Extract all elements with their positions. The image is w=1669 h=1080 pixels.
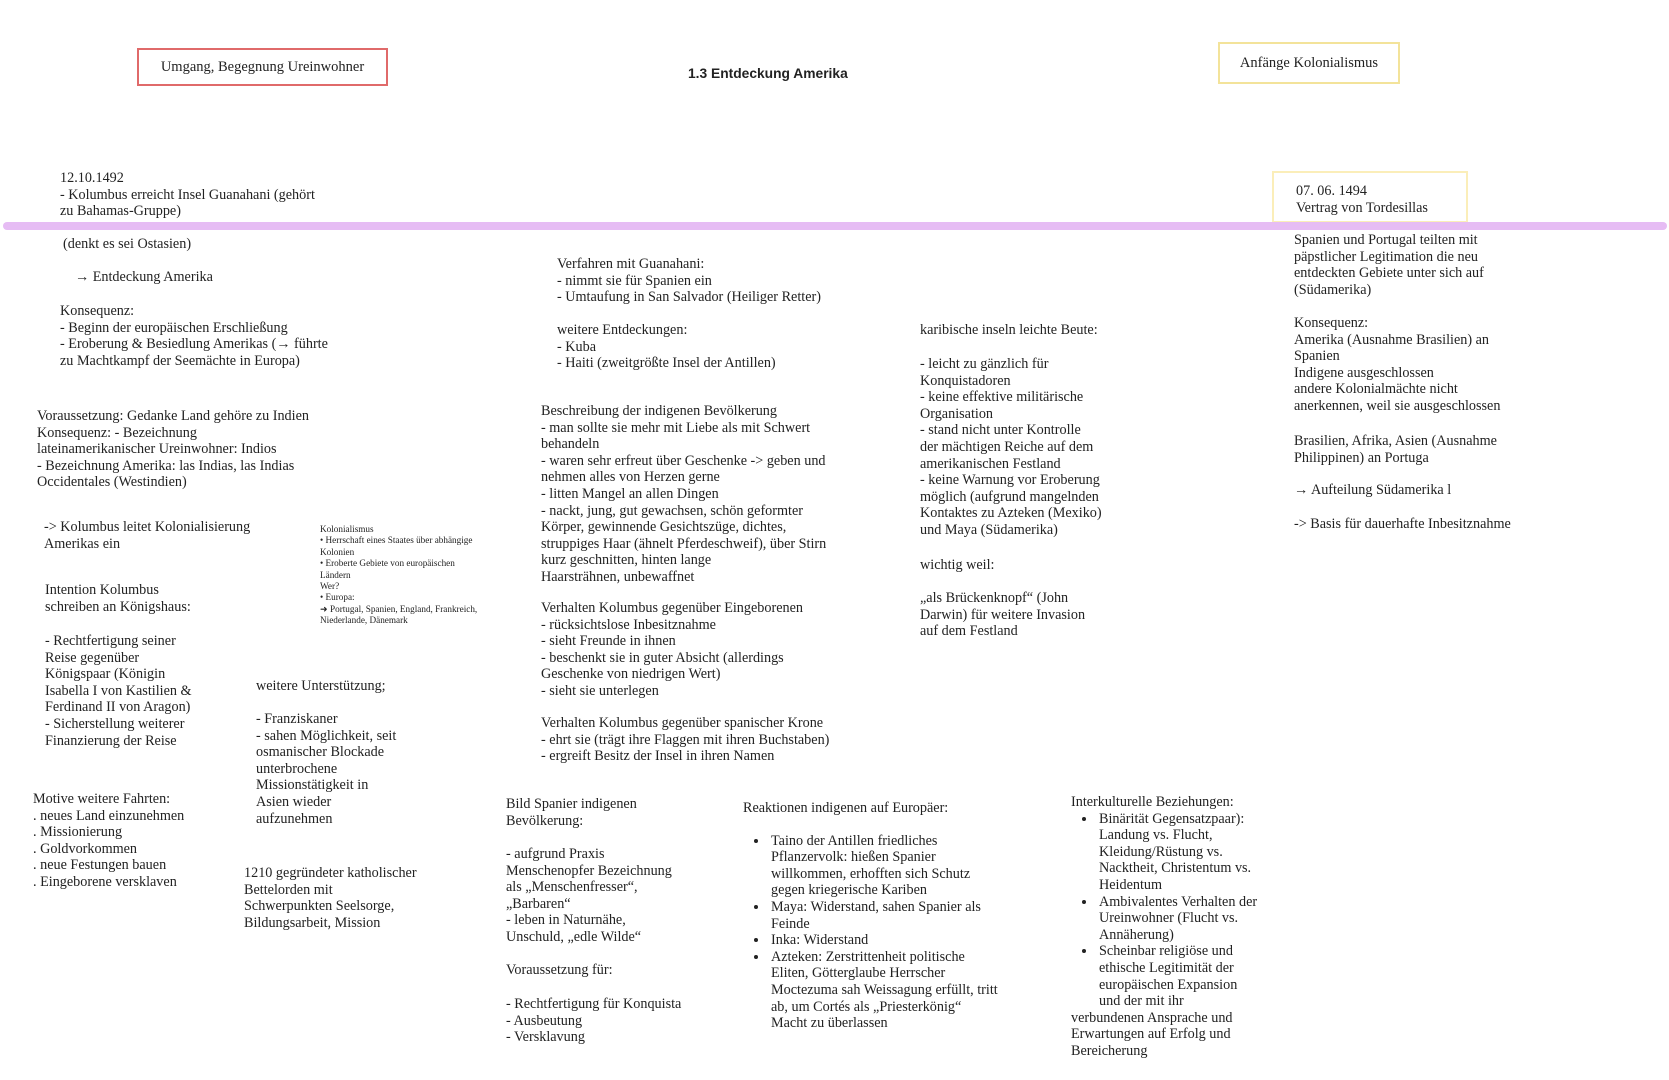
page-title: 1.3 Entdeckung Amerika bbox=[688, 66, 848, 81]
motive-list: Motive weitere Fahrten: . neues Land einzunehmen . Missionierung . Goldvorkommen . neue Festungen bauen . Eingeborene versklaven bbox=[33, 791, 185, 890]
list-item: • Scheinbar religiöse und ethische Legitimität der europäischen Expansion und der mit ihr bbox=[1097, 943, 1257, 1009]
treaty-date-box bbox=[1272, 171, 1468, 223]
unterstuetzung-list: - Franziskaner - sahen Möglichkeit, seit osmanischer Blockade unterbrochene Missionstätigkeit in Asien wieder aufzunehmen bbox=[256, 711, 397, 827]
basis-note: -> Basis für dauerhafte Inbesitznahme bbox=[1294, 516, 1511, 532]
verhalten-eingeborene-block: Verhalten Kolumbus gegenüber Eingeborenen - rücksichtslose Inbesitznahme - sieht Freunde in ihnen - beschenkt sie in guter Absicht (allerdings Geschenke von niedrigen Wert) - sieht sie unterlegen bbox=[541, 600, 803, 699]
kolonialisierung-note: -> Kolumbus leitet Kolonialisierung Amerikas ein bbox=[44, 519, 251, 552]
list-item: • Inka: Widerstand bbox=[769, 932, 998, 949]
brueckenkopf-note: „als Brückenknopf“ (John Darwin) für weitere Invasion auf dem Festland bbox=[920, 590, 1086, 640]
right-topic-box bbox=[1218, 42, 1400, 84]
aufteilung-note: → Aufteilung Südamerika l bbox=[1294, 482, 1452, 498]
vertrag-konsequenz: Konsequenz: Amerika (Ausnahme Brasilien) an Spanien Indigene ausgeschlossen andere Kolonialmächte nicht anerkennen, weil sie ausgeschlossen bbox=[1294, 315, 1501, 414]
interkulturell-block bbox=[1071, 794, 1257, 1060]
bild-voraussetzung-heading: Voraussetzung für: bbox=[506, 962, 613, 978]
verhalten-krone-block: Verhalten Kolumbus gegenüber spanischer Krone - ehrt sie (trägt ihre Flaggen mit ihren Buchstaben) - ergreift Besitz der Insel in ihren Namen bbox=[541, 715, 830, 765]
discovery-date-text: - Kolumbus erreicht Insel Guanahani (gehört zu Bahamas-Gruppe) bbox=[60, 186, 315, 220]
list-item: • Taino der Antillen friedliches Pflanzervolk: hießen Spanier willkommen, erhofften sich Schutz gegen kriegerische Kariben bbox=[769, 833, 998, 899]
brasilien-note: Brasilien, Afrika, Asien (Ausnahme Philippinen) an Portuga bbox=[1294, 433, 1497, 466]
list-item: • Azteken: Zerstrittenheit politische Eliten, Götterglaube Herrscher Moctezuma sah Weissagung erfüllt, tritt ab, um Cortés als „Priesterkönig“ Macht zu überlassen bbox=[769, 949, 998, 1032]
timeline-line bbox=[3, 222, 1667, 230]
unterstuetzung-heading: weitere Unterstützung; bbox=[256, 678, 386, 694]
kolonialismus-definition: Kolonialismus • Herrschaft eines Staates über abhängige Kolonien • Eroberte Gebiete von europäischen Ländern Wer? • Europa: ➜ Portugal, Spanien, England, Frankreich, Niederlande, Dänemark bbox=[320, 524, 478, 626]
discovery-date-block bbox=[60, 170, 315, 220]
konsequenz-block: Konsequenz: - Beginn der europäischen Erschließung - Eroberung & Besiedlung Amerikas (→ führte zu Machtkampf der Seemächte in Europa) bbox=[60, 303, 328, 369]
verfahren-block: Verfahren mit Guanahani: - nimmt sie für Spanien ein - Umtaufung in San Salvador (Heiliger Retter) bbox=[557, 256, 821, 306]
rechtfertigung-list: - Rechtfertigung seiner Reise gegenüber Königspaar (Königin Isabella I von Kastilien & Ferdinand II von Aragon) - Sicherstellung weiterer Finanzierung der Reise bbox=[45, 633, 192, 749]
voraussetzung-block: Voraussetzung: Gedanke Land gehöre zu Indien Konsequenz: - Bezeichnung lateinamerikanischer Ureinwohner: Indios - Bezeichnung Amerika: las Indias, las Indias Occidentales (Westindien) bbox=[37, 408, 309, 491]
vertrag-text: Spanien und Portugal teilten mit päpstlicher Legitimation die neu entdeckten Gebiete unter sich auf (Südamerika) bbox=[1294, 232, 1484, 298]
interkulturell-tail: verbundenen Ansprache und Erwartungen auf Erfolg und Bereicherung bbox=[1071, 1009, 1233, 1059]
list-item: • Ambivalentes Verhalten der Ureinwohner (Flucht vs. Annäherung) bbox=[1097, 894, 1257, 944]
discovery-date: 12.10.1492 bbox=[60, 170, 124, 186]
bild-list: - aufgrund Praxis Menschenopfer Bezeichnung als „Menschenfresser“, „Barbaren“ - leben in Naturnähe, Unschuld, „edle Wilde“ bbox=[506, 846, 672, 945]
list-item: • Maya: Widerstand, sahen Spanier als Feinde bbox=[769, 899, 998, 932]
entdeckungen-block: weitere Entdeckungen: - Kuba - Haiti (zweitgrößte Insel der Antillen) bbox=[557, 322, 776, 372]
left-topic-label: Umgang, Begegnung Ureinwohner bbox=[160, 58, 365, 75]
reaktionen-list bbox=[743, 833, 998, 1032]
karibik-list: - leicht zu gänzlich für Konquistadoren - keine effektive militärische Organisation - stand nicht unter Kontrolle der mächtigen Reiche auf dem amerikanischen Festland - keine Warnung vor Eroberung möglich (aufgrund mangelnden Kontaktes zu Azteken (Mexiko) und Maya (Südamerika) bbox=[920, 356, 1102, 538]
wichtig-heading: wichtig weil: bbox=[920, 557, 995, 573]
reaktionen-block bbox=[743, 800, 998, 1032]
beschreibung-block: Beschreibung der indigenen Bevölkerung - man sollte sie mehr mit Liebe als mit Schwert behandeln - waren sehr erfreut über Geschenke -> geben und nehmen alles von Herzen gerne - litten Mangel an allen Dingen - nackt, jung, gut gewachsen, schön geformter Körper, gewinnende Gesichtszüge, dichtes, struppiges Haar (ähnelt Pferdeschweif), über Stirn kurz geschnitten, hinten lange Haarsträhnen, unbewaffnet bbox=[541, 403, 827, 585]
reaktionen-heading: Reaktionen indigenen auf Europäer: bbox=[743, 800, 949, 816]
bild-voraussetzung-list: - Rechtfertigung für Konquista - Ausbeutung - Versklavung bbox=[506, 996, 682, 1046]
bild-heading: Bild Spanier indigenen Bevölkerung: bbox=[506, 796, 637, 829]
treaty-date: 07. 06. 1494 bbox=[1296, 183, 1367, 199]
left-topic-box bbox=[137, 48, 388, 86]
right-topic-label: Anfänge Kolonialismus bbox=[1239, 54, 1379, 71]
orden-note: 1210 gegründeter katholischer Bettelorden mit Schwerpunkten Seelsorge, Bildungsarbeit, Mission bbox=[244, 865, 417, 931]
interkulturell-list bbox=[1071, 811, 1257, 1010]
interkulturell-heading: Interkulturelle Beziehungen: bbox=[1071, 794, 1234, 810]
intention-heading: Intention Kolumbus schreiben an Königshaus: bbox=[45, 582, 191, 615]
treaty-name: Vertrag von Tordesillas bbox=[1296, 199, 1428, 216]
list-item: • Binärität Gegensatzpaar): Landung vs. Flucht, Kleidung/Rüstung vs. Nacktheit, Christentum vs. Heidentum bbox=[1097, 811, 1257, 894]
entdeckung-note: → Entdeckung Amerika bbox=[75, 269, 213, 285]
ostasien-note: (denkt es sei Ostasien) bbox=[63, 236, 192, 252]
karibik-heading: karibische inseln leichte Beute: bbox=[920, 322, 1098, 338]
kolonialismus-title: Kolonialismus bbox=[320, 524, 374, 534]
